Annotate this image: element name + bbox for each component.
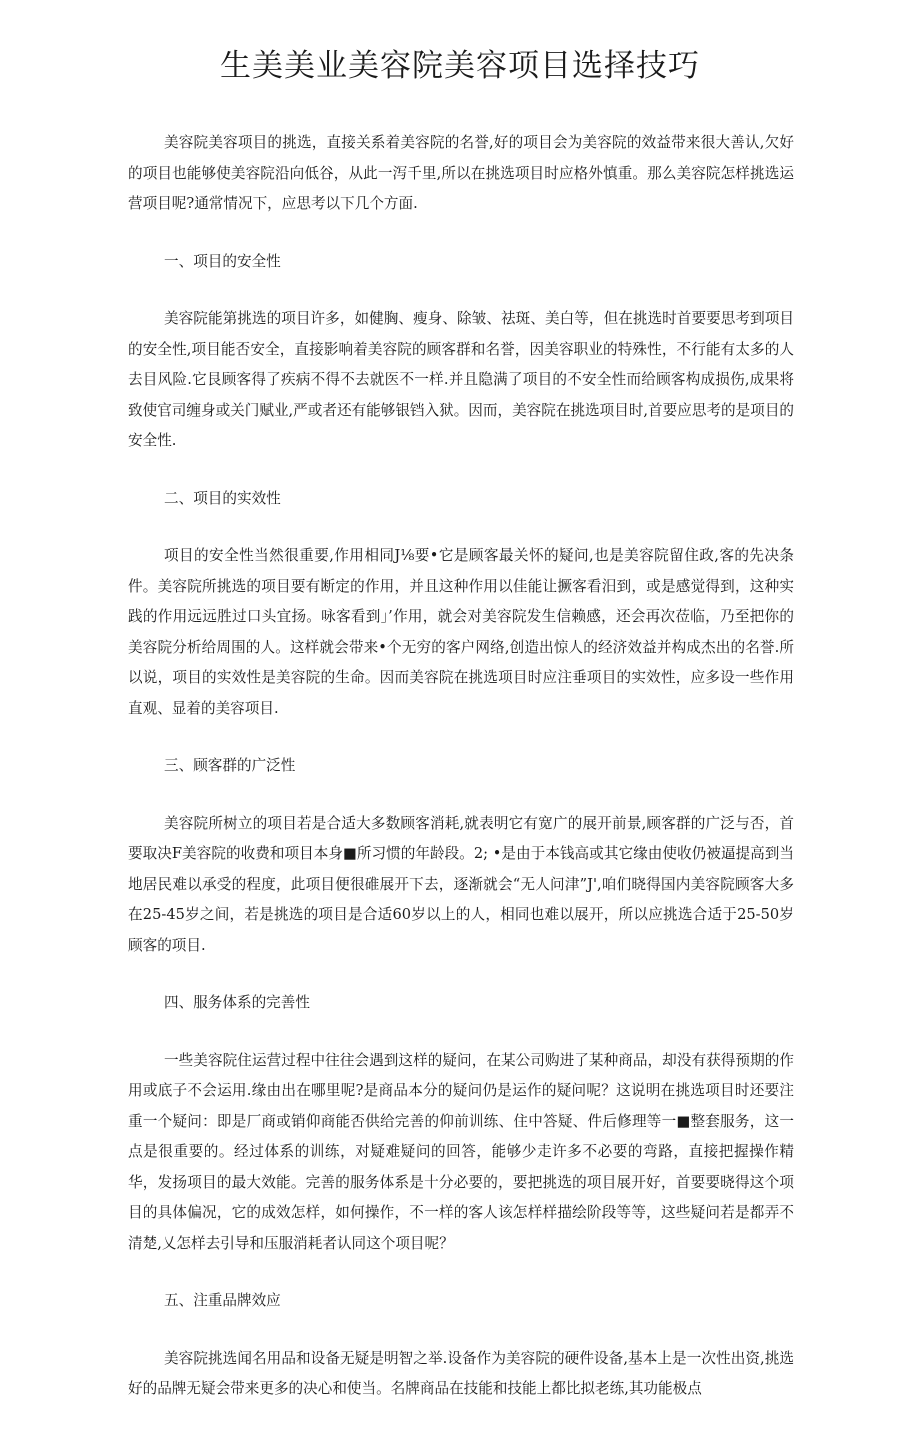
document-title: 生美美业美容院美容项目选择技巧 <box>220 48 700 84</box>
intro-paragraph: 美容院美容项目的挑选，直接关系着美容院的名誉,好的项目会为美容院的效益带来很大善认,欠好的项目也能够使美容院沿向低谷，从此一泻千里,所以在挑选项目时应格外慎重。那么美容院怎样挑选运营项目呢?通常情况下，应思考以下几个方面. <box>128 134 794 212</box>
section-heading-effectiveness: 二、项目的实效性 <box>164 489 281 507</box>
section-heading-customer-base: 三、顾客群的广泛性 <box>164 757 296 774</box>
section-heading-brand-effect: 五、注重品牌效应 <box>164 1292 281 1309</box>
section-heading-safety: 一、项目的安全性 <box>164 252 281 270</box>
section-body-safety: 美容院能第挑选的项目许多，如健胸、瘦身、除皱、祛斑、美白等，但在挑选时首要要思考到项目的安全性,项目能否安全，直接影响着美容院的顾客群和名誉，因美容职业的特殊性，不行能有太多的人去目风险.它艮顾客得了疾病不得不去就医不一样.并且隐满了项目的不安全性而给顾客构成损伤,成果将致使官司缠身或关门赋业,严或者还有能够银铛入狱。因而，美容院在挑选项目时,首要应思考的是项目的安全性. <box>128 310 795 449</box>
section-body-customer-base: 美容院所树立的项目若是合适大多数顾客消耗,就表明它有宽广的展开前景,顾客群的广泛与否，首要取决F美容院的收费和项目本身■所习惯的年龄段。2; •是由于本钱高或其它缘由使收仍被逼提高到当地居民难以承受的程度，此项目便很碓展开下去，逐渐就会“无人问津”J',咱们晓得国内美容院顾客大多在25-45岁之间，若是挑选的项目是合适60岁以上的人，相同也难以展开，所以应挑选合适于25-50岁顾客的项目. <box>128 814 794 954</box>
section-body-brand-effect: 美容院挑选闻名用品和设备无疑是明智之举.设备作为美容院的硬件设备,基本上是一次性出资,挑选好的品牌无疑会带来更多的决心和使当。名牌商品在技能和技能上都比拟老练,其功能极点 <box>128 1349 794 1397</box>
section-body-service-system: 一些美容院住运营过程中往往会遇到这样的疑问，在某公司购进了某种商品，却没有获得预期的作用或底子不会运用.缘由出在哪里呢?是商品本分的疑问仍是运作的疑问呢？这说明在挑选项目时还要注重一个疑问：即是厂商或销仰商能否供给完善的仰前训练、住中答疑、件后修理等一■整套服务，这一点是很重要的。经过体系的训练，对疑难疑问的回答，能够少走许多不必要的弯路，直接把握操作精华，发扬项目的最大效能。完善的服务体系是十分必要的，要把挑选的项目展开好，首要要晓得这个项目的具体偏况，它的成效怎样，如何操作，不一样的客人该怎样样描绘阶段等等，这些疑问若是都弄不清楚,乂怎样去引导和压服消耗者认同这个项目呢？ <box>128 1051 794 1252</box>
section-body-effectiveness: 项目的安全性当然很重要,作用相同J⅛要•它是顾客最关怀的疑问,也是美容院留住政,客的先决条件。美容院所挑选的项目要有断定的作用，并且这种作用以佳能让撅客看汨到，或是感觉得到，这种实践的作用远远胜过口头宜扬。咏客看到」’作用，就会对美容院发生信赖感，还会再次莅临，乃至把你的美容院分析给周围的人。这样就会带来•个无穷的客户网络,创造出惊人的经济效益并构成杰出的名誉.所以说，项目的实效性是美容院的生命。因而美容院在挑选项目时应注垂项目的实效性，应多设一些作用直观、显着的美容项目. <box>128 547 794 717</box>
document-body <box>128 128 794 1432</box>
section-heading-service-system: 四、服务体系的完善性 <box>164 994 310 1011</box>
